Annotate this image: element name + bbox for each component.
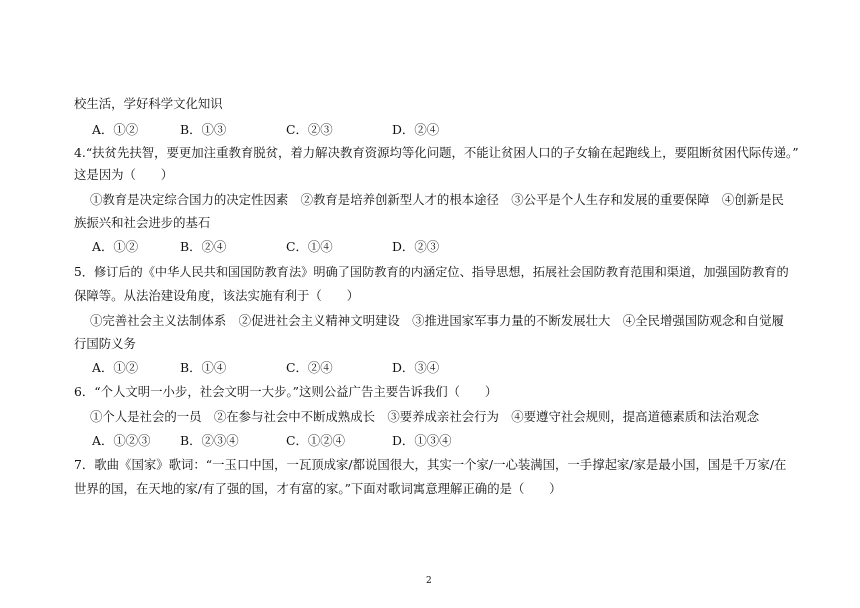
question-6-statements: ①个人是社会的一员 ②在参与社会中不断成熟成长 ③要养成亲社会行为 ④要遵守社会规则，提高道德素质和法治观念	[90, 409, 760, 424]
option-b: B．②④	[180, 239, 227, 254]
question-5-statements-cont: 行国防义务	[74, 336, 136, 351]
question-4-stem-cont: 这是因为（ ）	[74, 167, 174, 182]
option-c: C．②④	[286, 360, 333, 375]
option-d: D．②④	[392, 122, 440, 137]
option-d: D．③④	[392, 360, 440, 375]
option-b: B．①④	[180, 360, 227, 375]
option-c: C．①②④	[286, 433, 346, 448]
option-c: C．①④	[286, 239, 333, 254]
question-7-stem: 7．歌曲《国家》歌词：“一玉口中国，一瓦顶成家/都说国很大，其实一个家/一心装满国，一手撑起家/家是最小国，国是千万家/在	[74, 457, 787, 472]
option-a: A．①②	[92, 239, 139, 254]
question-7-stem-cont: 世界的国，在天地的家/有了强的国，才有富的家。”下面对歌词寓意理解正确的是（ ）	[74, 481, 562, 496]
option-b: B．①③	[180, 122, 227, 137]
option-c: C．②③	[286, 122, 333, 137]
question-5-stem: 5．修订后的《中华人民共和国国防教育法》明确了国防教育的内涵定位、指导思想，拓展社会国防教育范围和渠道，加强国防教育的	[74, 265, 789, 279]
option-b: B．②③④	[180, 433, 239, 448]
question-4-stem: 4.“扶贫先扶智，要更加注重教育脱贫，着力解决教育资源均等化问题，不能让贫困人口的子女输在起跑线上，要阻断贫困代际传递。”	[74, 145, 799, 160]
question-5-stem-cont: 保障等。从法治建设角度，该法实施有利于（ ）	[74, 288, 359, 303]
text-line-continuation: 校生活，学好科学文化知识	[74, 96, 223, 111]
question-4-statements: ①教育是决定综合国力的决定性因素 ②教育是培养创新型人才的根本途径 ③公平是个人生存和发展的重要保障 ④创新是民	[90, 192, 784, 207]
option-d: D．①③④	[392, 433, 452, 448]
question-4-statements-cont: 族振兴和社会进步的基石	[74, 215, 211, 230]
option-d: D．②③	[392, 239, 440, 254]
question-6-stem: 6．“个人文明一小步，社会文明一大步。”这则公益广告主要告诉我们（ ）	[74, 384, 498, 399]
question-5-statements: ①完善社会主义法制体系 ②促进社会主义精神文明建设 ③推进国家军事力量的不断发展壮大 ④全民增强国防观念和自觉履	[90, 313, 784, 328]
page-number: 2	[426, 576, 432, 586]
option-a: A．①②	[92, 122, 139, 137]
option-a: A．①②③	[92, 433, 151, 448]
option-a: A．①②	[92, 360, 139, 375]
